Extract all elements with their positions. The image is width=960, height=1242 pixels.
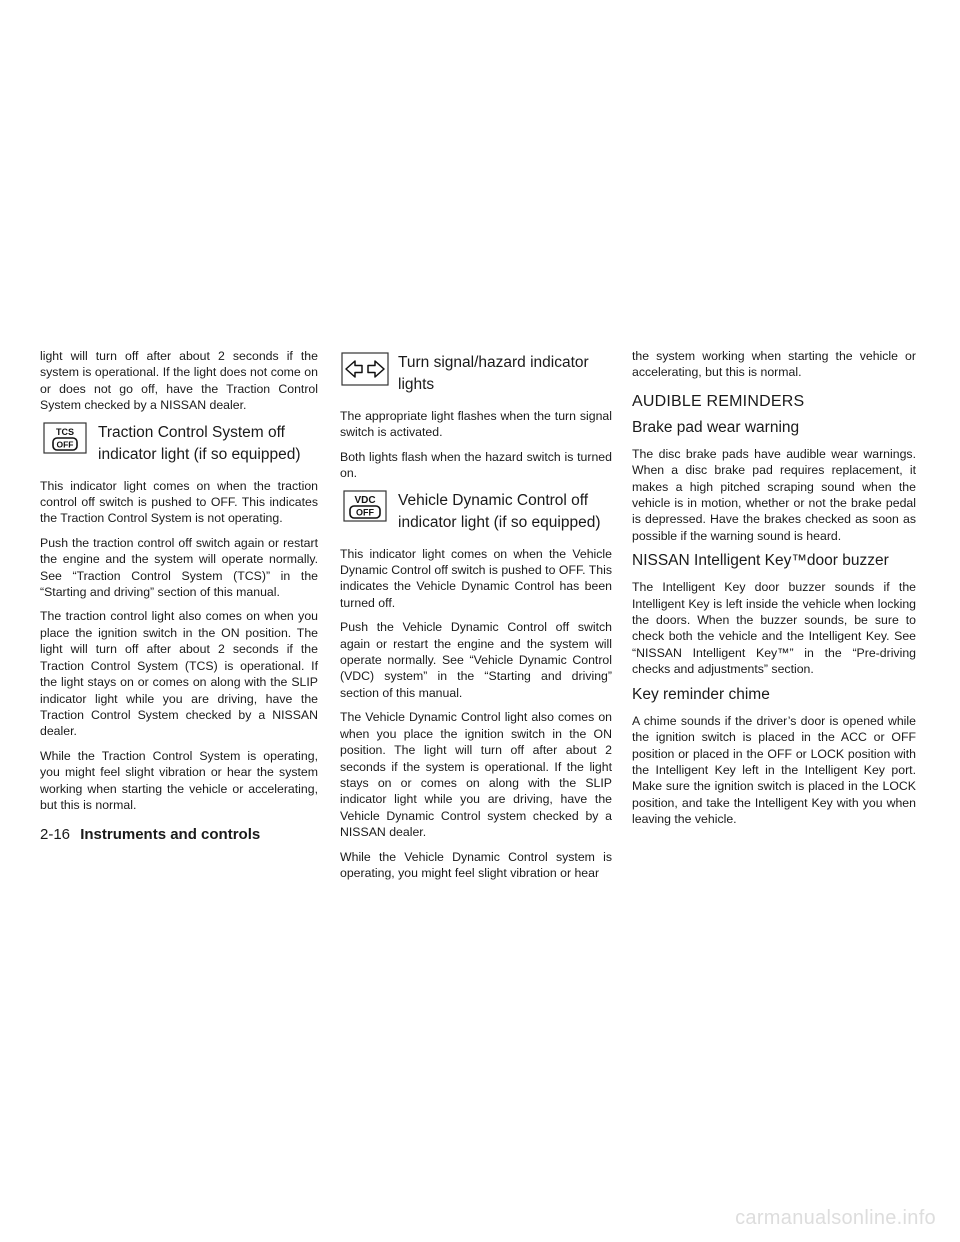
turn-signal-heading bbox=[340, 352, 612, 396]
tcs-icon-off-label: OFF bbox=[56, 439, 74, 450]
section-title: AUDIBLE REMINDERS bbox=[632, 392, 805, 410]
body-text: The appropriate light flashes when the turn signal switch is activated. bbox=[340, 409, 612, 440]
body-text: Both lights flash when the hazard switch is turned on. bbox=[340, 449, 612, 481]
vdc-icon-label: VDC bbox=[354, 494, 376, 506]
body-text: While the Traction Control System is operating, you might feel slight vibration or hear the system working when starting the vehicle or accelerating, but this is normal. bbox=[40, 748, 318, 812]
watermark: carmanualsonline.info bbox=[735, 1207, 936, 1229]
body-text: light will turn off after about 2 seconds if the system is operational. If the light does not come on or does not go off, have the Traction Control System checked by a NISSAN dealer. bbox=[40, 349, 318, 413]
key-chime-title: Key reminder chime bbox=[632, 685, 770, 703]
key-buzzer-title: NISSAN Intelligent Key™door buzzer bbox=[632, 552, 889, 570]
body-text: This indicator light comes on when the traction control off switch is pushed to OFF. This indicates the Traction Control System is not operating. bbox=[40, 478, 318, 526]
turn-signal-icon bbox=[340, 352, 390, 388]
body-text: While the Vehicle Dynamic Control system is operating, you might feel slight vibration or hear bbox=[340, 849, 612, 880]
column-1 bbox=[40, 348, 318, 821]
brake-pad-title: Brake pad wear warning bbox=[632, 418, 800, 436]
tcs-off-icon bbox=[40, 422, 90, 458]
turn-signal-title: Turn signal/hazard indicator lights bbox=[398, 354, 589, 393]
vdc-heading bbox=[340, 490, 612, 534]
footer-section-name: Instruments and controls bbox=[80, 826, 261, 843]
vdc-title: Vehicle Dynamic Control off indicator light (if so equipped) bbox=[398, 491, 601, 531]
tcs-heading bbox=[40, 422, 318, 466]
vdc-icon-off-label: OFF bbox=[356, 507, 374, 518]
body-text: Push the traction control off switch again or restart the engine and the system will operate normally. See “Traction Control System (TCS)” in the “Starting and driving” section of this manual. bbox=[40, 535, 318, 600]
body-text: This indicator light comes on when the Vehicle Dynamic Control off switch is pushed to OFF. This indicates the Vehicle Dynamic Control has been turned off. bbox=[340, 546, 612, 610]
column-2 bbox=[340, 348, 612, 889]
tcs-title: Traction Control System off indicator light (if so equipped) bbox=[98, 423, 301, 463]
body-text: The Intelligent Key door buzzer sounds if the Intelligent Key is left inside the vehicle when locking the doors. When the buzzer sounds, be sure to check both the vehicle and the Intelligent Key. See “NISSAN Intelligent Key™” in the “Pre-driving checks and adjustments” section. bbox=[632, 580, 916, 677]
page-number: 2-16 bbox=[40, 826, 71, 843]
body-text: The traction control light also comes on when you place the ignition switch in the ON position. The light will turn off after about 2 seconds if the Traction Control System (TCS) is operational. If the light stays on or comes on along with the SLIP indicator light while you are driving, have the Traction Control System checked by a NISSAN dealer. bbox=[40, 609, 318, 739]
body-text: the system working when starting the vehicle or accelerating, but this is normal. bbox=[632, 349, 916, 380]
body-text: Push the Vehicle Dynamic Control off switch again or restart the engine and the system will operate normally. See “Vehicle Dynamic Control (VDC) system” in the “Starting and driving” section of this manual. bbox=[340, 620, 612, 700]
body-text: The disc brake pads have audible wear warnings. When a disc brake pad requires replacement, it makes a high pitched scraping sound when the vehicle is in motion, whether or not the brake pedal is depressed. Have the brakes checked as soon as possible if the warning sound is heard. bbox=[632, 446, 916, 543]
body-text: A chime sounds if the driver’s door is opened while the ignition switch is placed in the ACC or OFF position or placed in the OFF or LOCK position with the Intelligent Key left in the Intelligent Key port. Make sure the ignition switch is placed in the LOCK position, and take the Intelligent Key with you when leaving the vehicle. bbox=[632, 713, 916, 827]
body-text: The Vehicle Dynamic Control light also comes on when you place the ignition switch in the ON position. The light will turn off after about 2 seconds if the system is operational. If the light stays on or comes on along with the SLIP indicator light while you are driving, have the Vehicle Dynamic Control system checked by a NISSAN dealer. bbox=[340, 710, 612, 840]
tcs-icon-label: TCS bbox=[56, 426, 74, 437]
column-3 bbox=[632, 348, 916, 836]
vdc-off-icon bbox=[340, 490, 390, 526]
page-footer bbox=[40, 826, 260, 843]
